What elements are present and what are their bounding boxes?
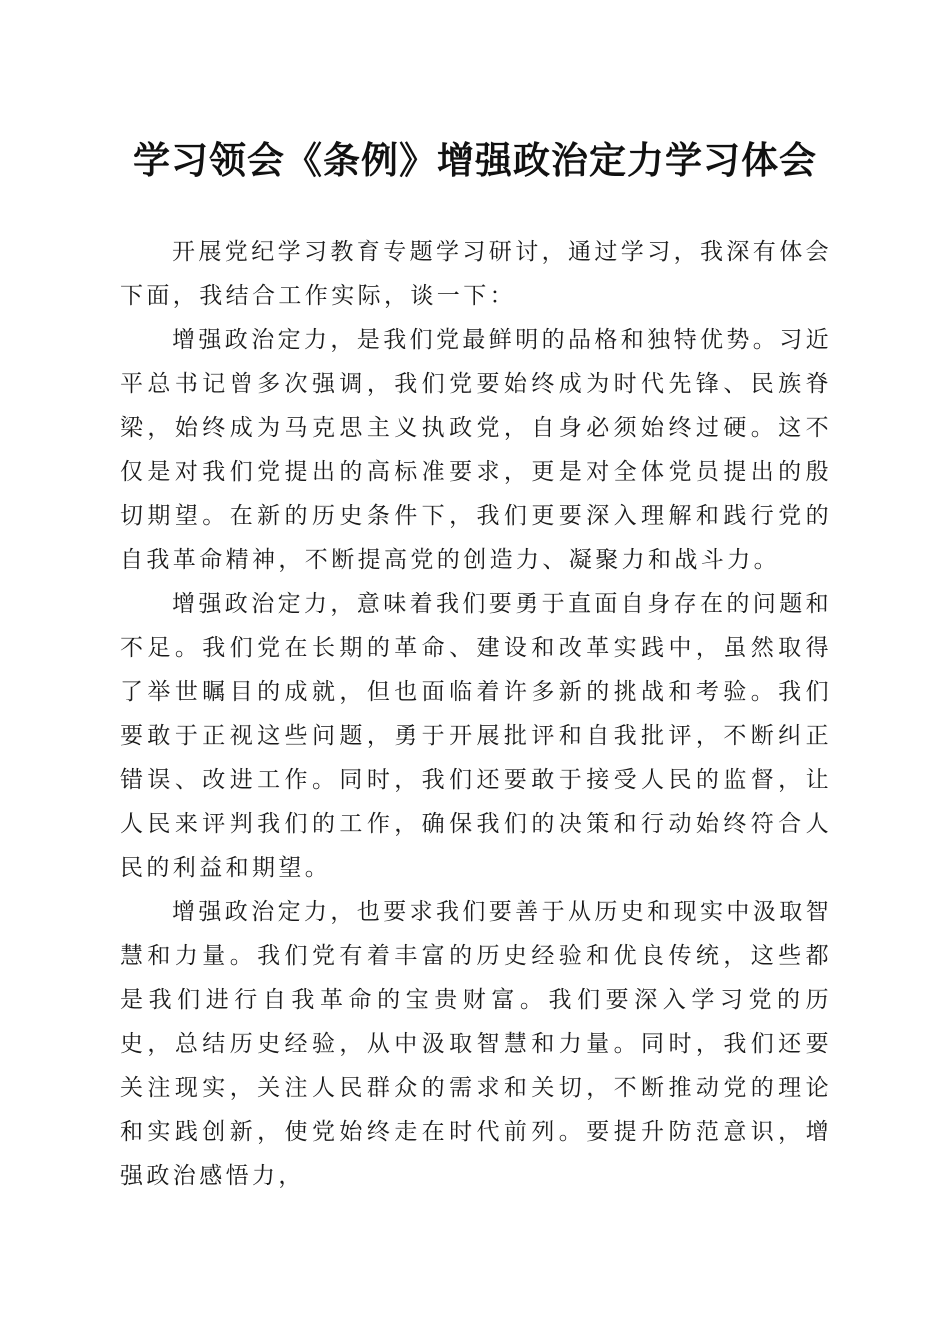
paragraph-3: 增强政治定力，意味着我们要勇于直面自身存在的问题和不足。我们党在长期的革命、建设和改革实践中，虽然取得了举世瞩目的成就，但也面临着许多新的挑战和考验。我们要敢于正视这些问题，勇于开展批评和自我批评，不断纠正错误、改进工作。同时，我们还要敢于接受人民的监督，让人民来评判我们的工作，确保我们的决策和行动始终符合人民的利益和期望。 <box>120 591 832 881</box>
document-title: 学习领会《条例》增强政治定力学习体会 <box>133 138 817 182</box>
paragraph-4: 增强政治定力，也要求我们要善于从历史和现实中汲取智慧和力量。我们党有着丰富的历史经验和优良传统，这些都是我们进行自我革命的宝贵财富。我们要深入学习党的历史，总结历史经验，从中汲取智慧和力量。同时，我们还要关注现实，关注人民群众的需求和关切，不断推动党的理论和实践创新，使党始终走在时代前列。要提升防范意识，增强政治感悟力， <box>120 899 832 1189</box>
paragraph-1: 开展党纪学习教育专题学习研讨，通过学习，我深有体会下面，我结合工作实际，谈一下： <box>120 239 832 309</box>
paragraph-2: 增强政治定力，是我们党最鲜明的品格和独特优势。习近平总书记曾多次强调，我们党要始终成为时代先锋、民族脊梁，始终成为马克思主义执政党，自身必须始终过硬。这不仅是对我们党提出的高标准要求，更是对全体党员提出的殷切期望。在新的历史条件下，我们更要深入理解和践行党的自我革命精神，不断提高党的创造力、凝聚力和战斗力。 <box>120 327 832 573</box>
document-body <box>120 230 832 1198</box>
